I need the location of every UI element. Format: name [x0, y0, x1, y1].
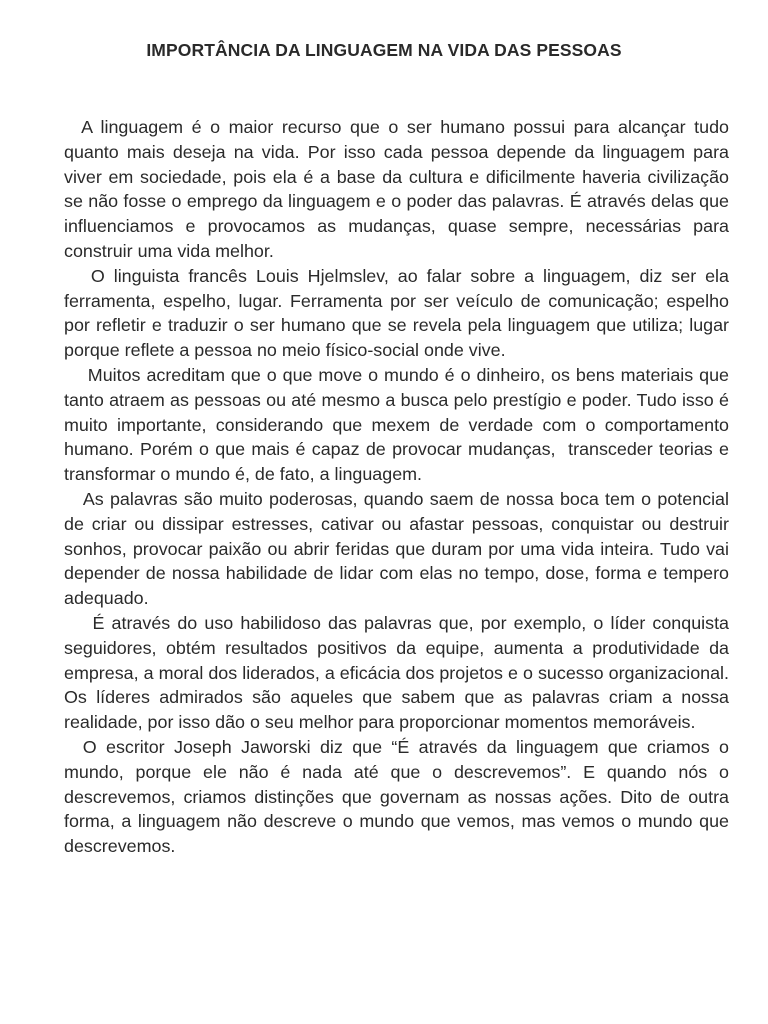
- paragraph-3: Muitos acreditam que o que move o mundo é o dinheiro, os bens materiais que tanto atraem as pessoas ou até mesmo a busca pelo prestígio e poder. Tudo isso é muito importante, considerando que mexem de verdade com o comportamento humano. Porém o que mais é capaz de provocar mudanças, transceder teorias e transformar o mundo é, de fato, a linguagem.: [64, 364, 734, 485]
- document-title: IMPORTÂNCIA DA LINGUAGEM NA VIDA DAS PESSOAS: [146, 40, 622, 60]
- paragraph-2: O linguista francês Louis Hjelmslev, ao falar sobre a linguagem, diz ser ela ferramenta, espelho, lugar. Ferramenta por ser veículo de comunicação; espelho por refletir e traduzir o ser humano que se revela pela linguagem que utiliza; lugar porque reflete a pessoa no meio físico-social onde vive.: [64, 265, 734, 361]
- paragraph-5: É através do uso habilidoso das palavras que, por exemplo, o líder conquista seguidores, obtém resultados positivos da equipe, aumenta a produtividade da empresa, a moral dos liderados, a eficácia dos projetos e o sucesso organizacional. Os líderes admirados são aqueles que sabem que as palavras criam a nossa realidade, por isso dão o seu melhor para proporcionar momentos memoráveis.: [64, 612, 734, 733]
- paragraph-6: O escritor Joseph Jaworski diz que “É através da linguagem que criamos o mundo, porque ele não é nada até que o descrevemos”. E quando nós o descrevemos, criamos distinções que governam as nossas ações. Dito de outra forma, a linguagem não descreve o mundo que vemos, mas vemos o mundo que descrevemos.: [64, 736, 734, 857]
- paragraph-4: As palavras são muito poderosas, quando saem de nossa boca tem o potencial de criar ou dissipar estresses, cativar ou afastar pessoas, conquistar ou destruir sonhos, provocar paixão ou abrir feridas que duram por uma vida inteira. Tudo vai depender de nossa habilidade de lidar com elas no tempo, dose, forma e tempero adequado.: [64, 488, 734, 609]
- paragraph-1: A linguagem é o maior recurso que o ser humano possui para alcançar tudo quanto mais deseja na vida. Por isso cada pessoa depende da linguagem para viver em sociedade, pois ela é a base da cultura e dificilmente haveria civilização se não fosse o emprego da linguagem e o poder das palavras. É através delas que influenciamos e provocamos as mudanças, quase sempre, necessárias para construir uma vida melhor.: [64, 117, 734, 261]
- document-body: [64, 115, 734, 859]
